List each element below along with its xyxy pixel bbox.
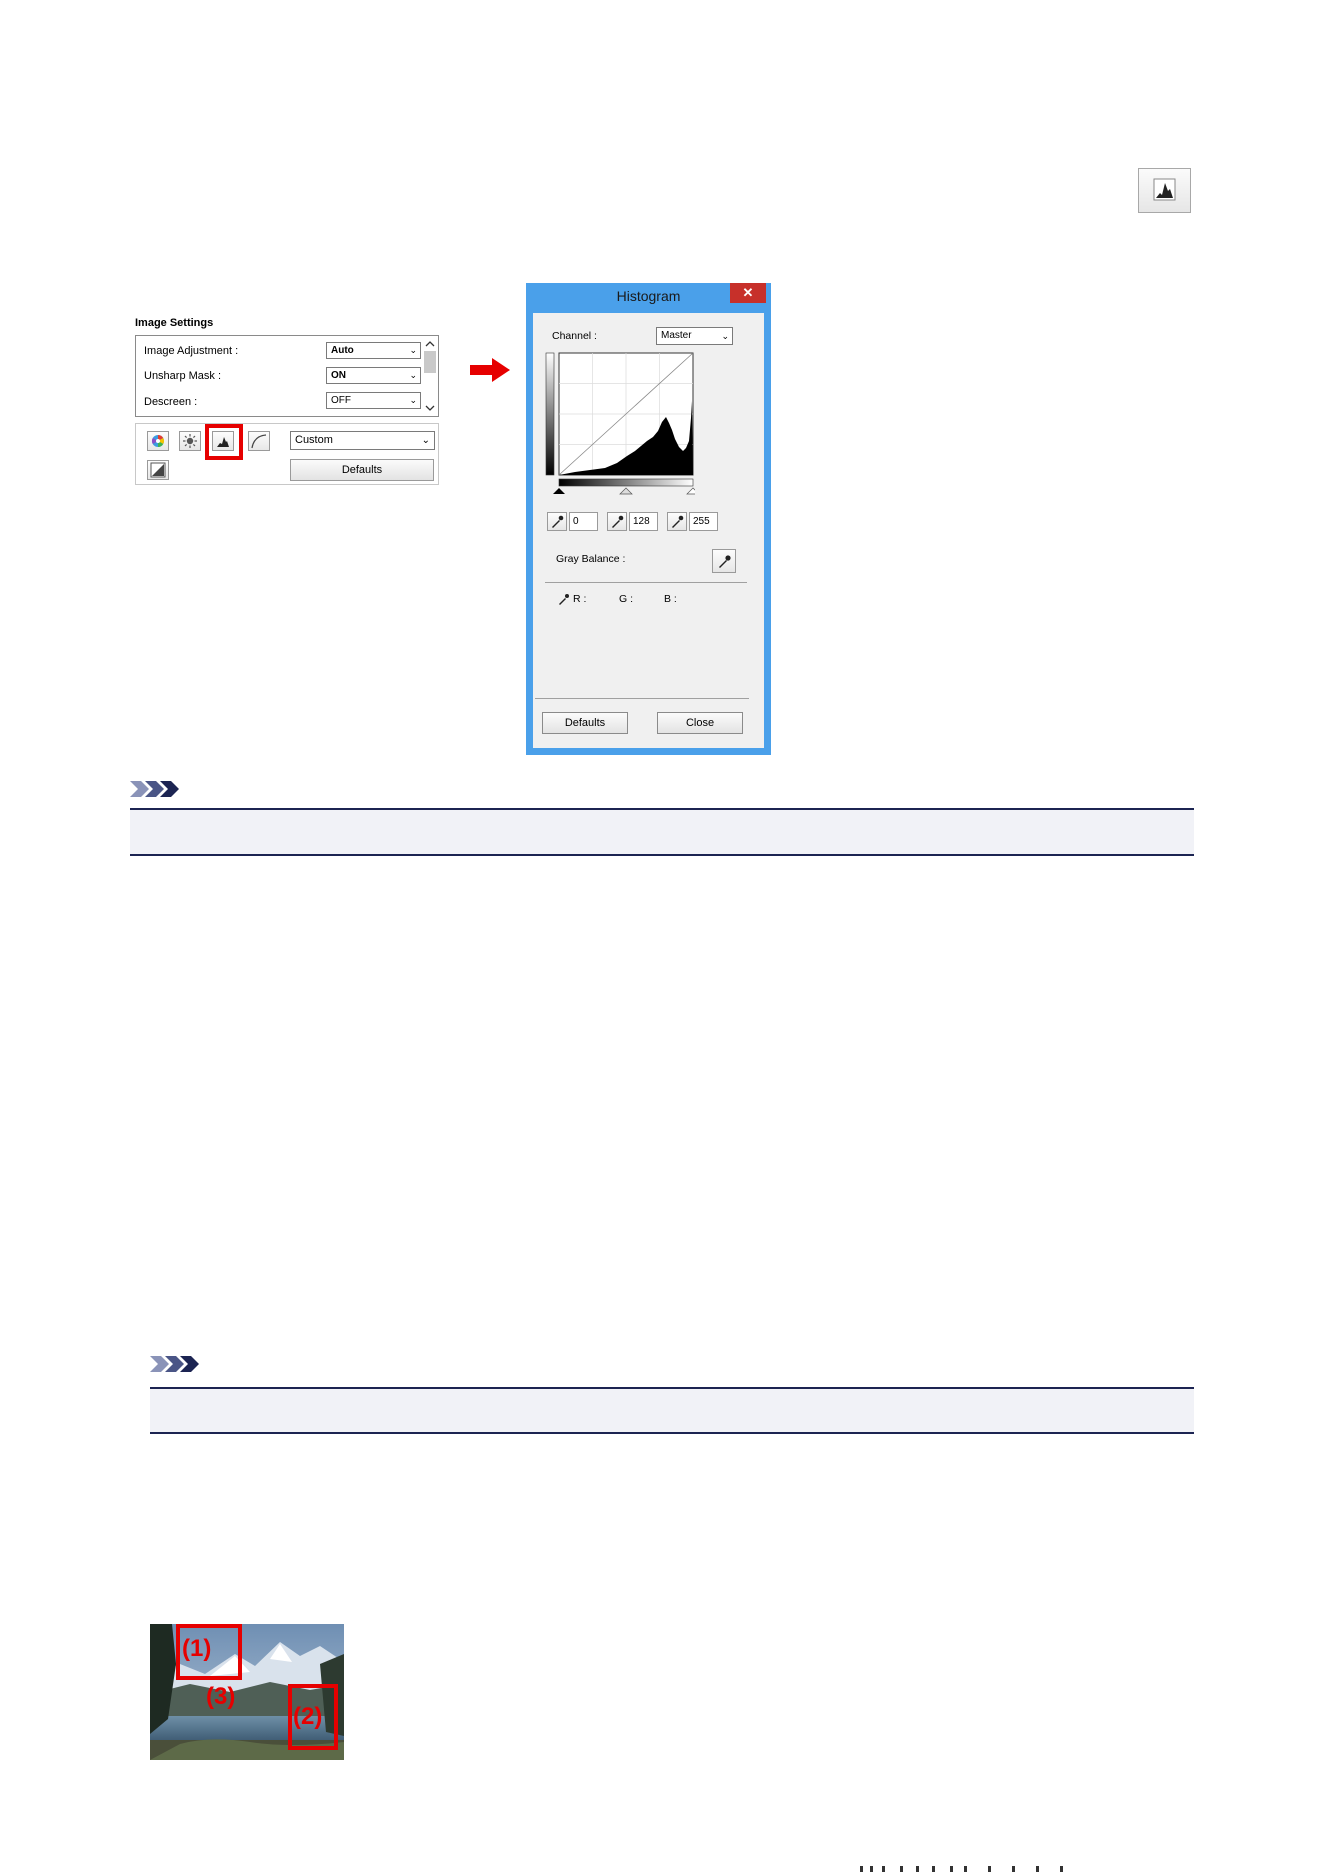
region-3-label: (3) — [206, 1683, 236, 1710]
eyedropper-icon — [548, 513, 566, 530]
eyedropper-icon — [557, 592, 571, 606]
landscape-photo — [150, 1624, 344, 1760]
sun-icon — [180, 432, 200, 450]
gray-balance-eyedropper[interactable] — [712, 549, 736, 573]
chevron-down-icon: ⌄ — [409, 370, 417, 380]
b-label: B : — [664, 593, 677, 605]
note-box — [130, 808, 1194, 856]
channel-select[interactable] — [656, 327, 733, 345]
white-point-input[interactable]: 255 — [689, 512, 718, 531]
tone-curve-icon — [249, 432, 269, 450]
g-label: G : — [619, 593, 634, 605]
eyedropper-icon — [608, 513, 626, 530]
descreen-label: Descreen : — [144, 396, 198, 408]
preset-select[interactable] — [290, 431, 435, 450]
eyedropper-icon — [668, 513, 686, 530]
image-adjustment-value: Auto — [331, 345, 354, 356]
region-1-label: (1) — [182, 1635, 212, 1662]
black-point-eyedropper[interactable] — [547, 512, 567, 531]
mid-point-eyedropper[interactable] — [607, 512, 627, 531]
gray-balance-label: Gray Balance : — [556, 553, 626, 565]
image-settings-defaults-button[interactable]: Defaults — [290, 459, 434, 481]
note-box — [150, 1387, 1194, 1434]
histogram-defaults-button[interactable]: Defaults — [542, 712, 628, 734]
image-settings-panel — [135, 313, 445, 489]
red-arrow-icon — [468, 356, 512, 384]
unsharp-mask-label: Unsharp Mask : — [144, 370, 222, 382]
image-adjustment-label: Image Adjustment : — [144, 345, 239, 357]
chevron-down-icon: ⌄ — [421, 435, 430, 446]
tone-curve-button[interactable] — [248, 431, 270, 451]
color-wheel-icon — [148, 432, 168, 450]
descreen-value: OFF — [331, 395, 351, 406]
histogram-dialog-title: Histogram — [616, 288, 681, 304]
page-edge-marks — [860, 1866, 1080, 1872]
color-adjustment-button[interactable] — [147, 431, 169, 451]
histogram-toolbar-button[interactable] — [1138, 168, 1191, 213]
region-2-label: (2) — [293, 1703, 323, 1730]
divider — [535, 698, 749, 699]
histogram-close-button[interactable]: Close — [657, 712, 743, 734]
histogram-dialog-body — [533, 313, 764, 748]
unsharp-mask-select[interactable] — [326, 367, 421, 384]
threshold-button[interactable] — [147, 460, 169, 480]
image-adjustment-select[interactable] — [326, 342, 421, 359]
brightness-contrast-button[interactable] — [179, 431, 201, 451]
image-settings-title: Image Settings — [135, 317, 214, 329]
histogram-dialog — [526, 283, 771, 755]
white-point-eyedropper[interactable] — [667, 512, 687, 531]
black-point-input[interactable]: 0 — [569, 512, 598, 531]
histogram-graph[interactable] — [545, 351, 695, 496]
note-icon — [150, 1353, 206, 1375]
close-icon[interactable]: ✕ — [730, 283, 766, 303]
chevron-down-icon: ⌄ — [409, 345, 417, 355]
descreen-select[interactable] — [326, 392, 421, 409]
histogram-icon — [1139, 169, 1190, 212]
note-icon — [130, 778, 186, 800]
channel-label: Channel : — [552, 330, 597, 342]
eyedropper-icon — [713, 550, 735, 572]
r-label: R : — [573, 593, 587, 605]
chevron-down-icon: ⌄ — [721, 331, 729, 341]
preset-value: Custom — [295, 434, 333, 446]
chevron-down-icon: ⌄ — [409, 395, 417, 405]
histogram-button-highlight — [205, 424, 243, 460]
divider — [545, 582, 747, 583]
image-settings-list — [135, 335, 439, 417]
image-settings-scrollbar[interactable] — [423, 338, 437, 414]
unsharp-mask-value: ON — [331, 370, 346, 381]
mid-point-input[interactable]: 128 — [629, 512, 658, 531]
channel-value: Master — [661, 330, 692, 341]
threshold-icon — [148, 461, 168, 479]
